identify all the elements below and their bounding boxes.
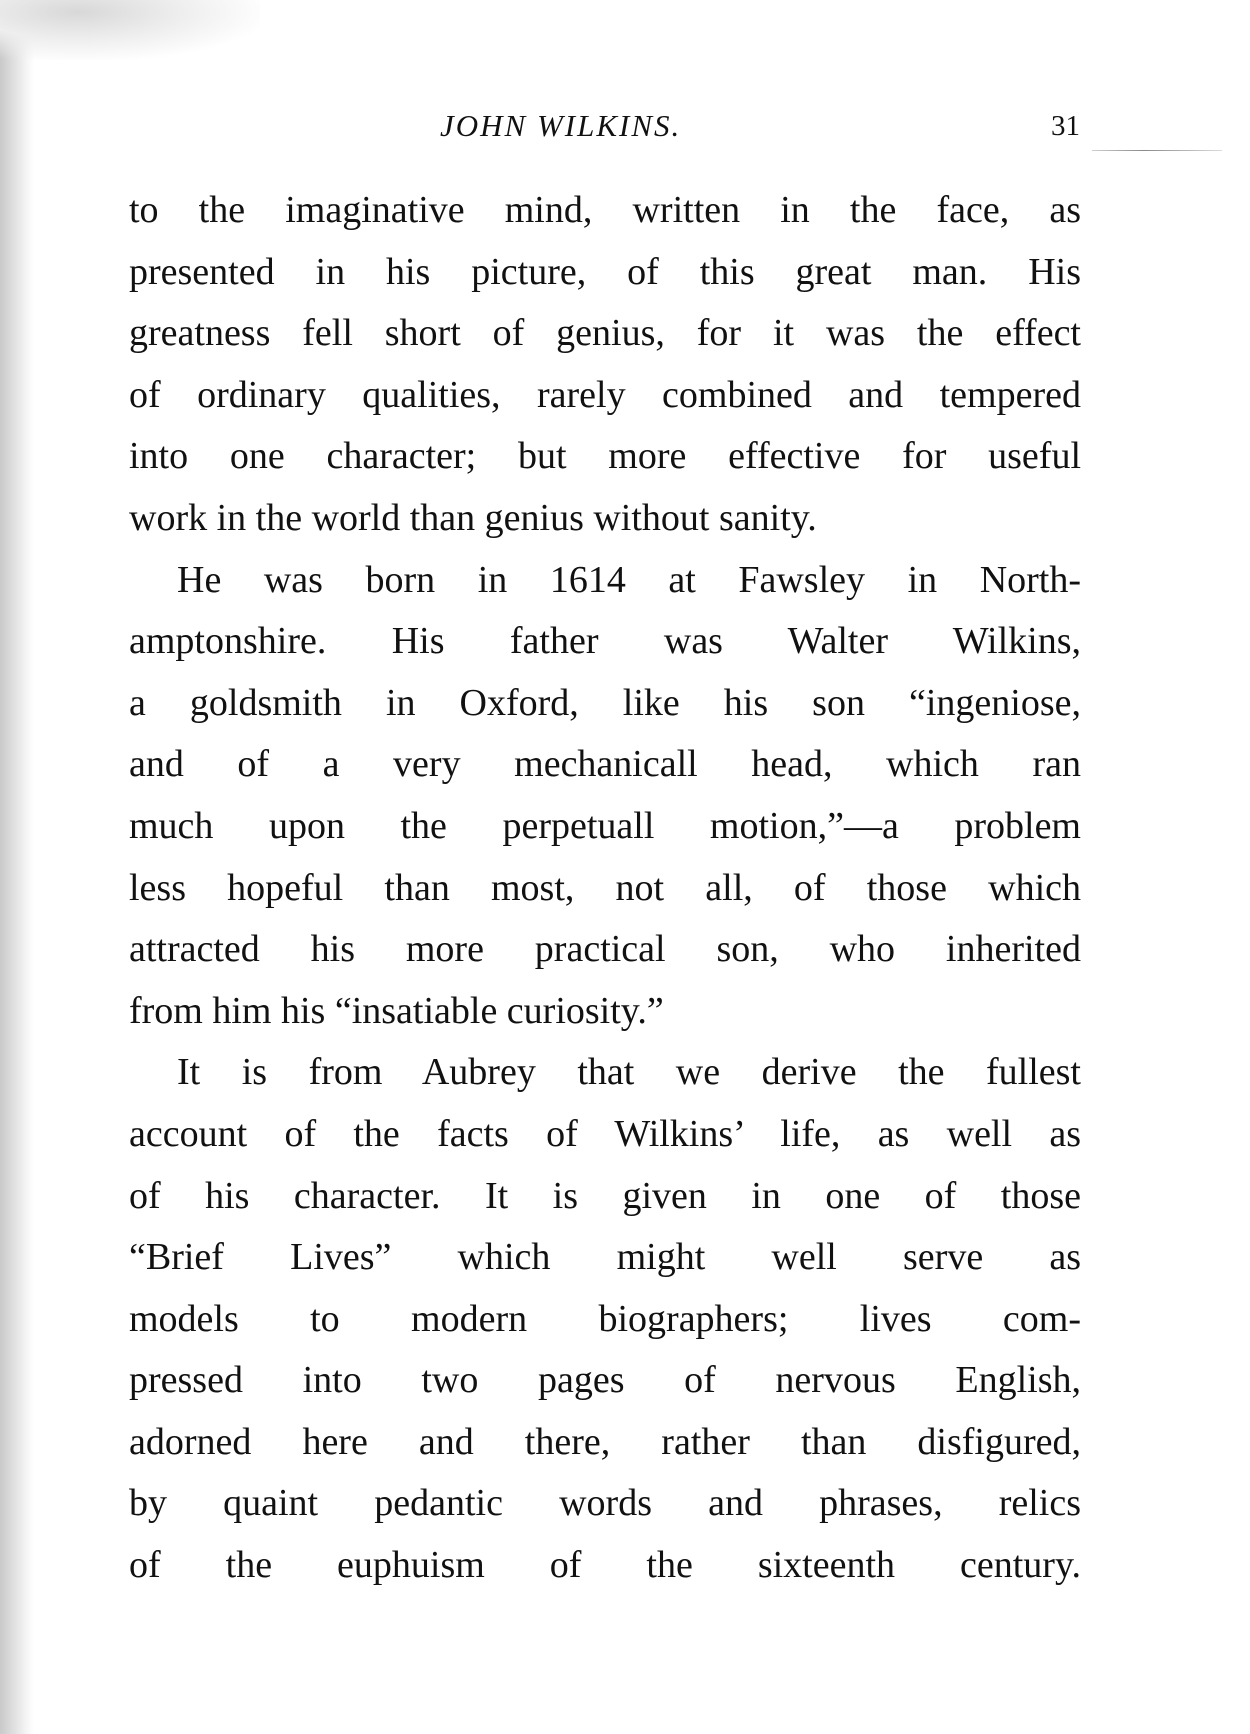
text-line: less hopeful than most, not all, of those which	[129, 866, 1081, 909]
text-line: of ordinary qualities, rarely combined and tempered	[129, 373, 1081, 416]
text-line: from him his “insatiable curiosity.”	[129, 989, 664, 1032]
running-head-title: JOHN WILKINS.	[440, 108, 682, 143]
text-line: attracted his more practical son, who inherited	[129, 928, 1081, 971]
text-line: “Brief Lives” which might well serve as	[129, 1236, 1081, 1279]
scan-edge-shadow	[0, 0, 34, 1734]
text-line: to the imaginative mind, written in the face, as	[129, 189, 1081, 231]
body-text	[129, 180, 1081, 1597]
text-line: amptonshire. His father was Walter Wilkins,	[129, 620, 1081, 663]
text-line: pressed into two pages of nervous English,	[129, 1359, 1081, 1402]
text-line: of the euphuism of the sixteenth century.	[129, 1544, 1081, 1587]
text-line: It is from Aubrey that we derive the fullest	[177, 1051, 1081, 1094]
text-line: of his character. It is given in one of those	[129, 1174, 1081, 1217]
text-line: adorned here and there, rather than disfigured,	[129, 1420, 1081, 1463]
text-line: by quaint pedantic words and phrases, relics	[129, 1482, 1081, 1525]
text-line: and of a very mechanicall head, which ran	[129, 743, 1081, 786]
text-line: a goldsmith in Oxford, like his son “ingeniose,	[129, 681, 1081, 724]
text-line: greatness fell short of genius, for it was the effect	[129, 312, 1081, 355]
text-line: into one character; but more effective for useful	[129, 435, 1081, 478]
page-number: 31	[1051, 110, 1080, 142]
text-line: work in the world than genius without sanity.	[129, 496, 817, 539]
running-head	[0, 108, 1250, 158]
text-line: models to modern biographers; lives com-	[129, 1297, 1081, 1340]
text-line: He was born in 1614 at Fawsley in North-	[177, 558, 1081, 601]
text-line: account of the facts of Wilkins’ life, as well as	[129, 1112, 1081, 1155]
scan-rule-mark	[1092, 150, 1222, 151]
text-line: much upon the perpetuall motion,”—a problem	[129, 804, 1081, 847]
scan-corner-speckle	[0, 0, 260, 60]
text-line: presented in his picture, of this great man. His	[129, 250, 1081, 293]
